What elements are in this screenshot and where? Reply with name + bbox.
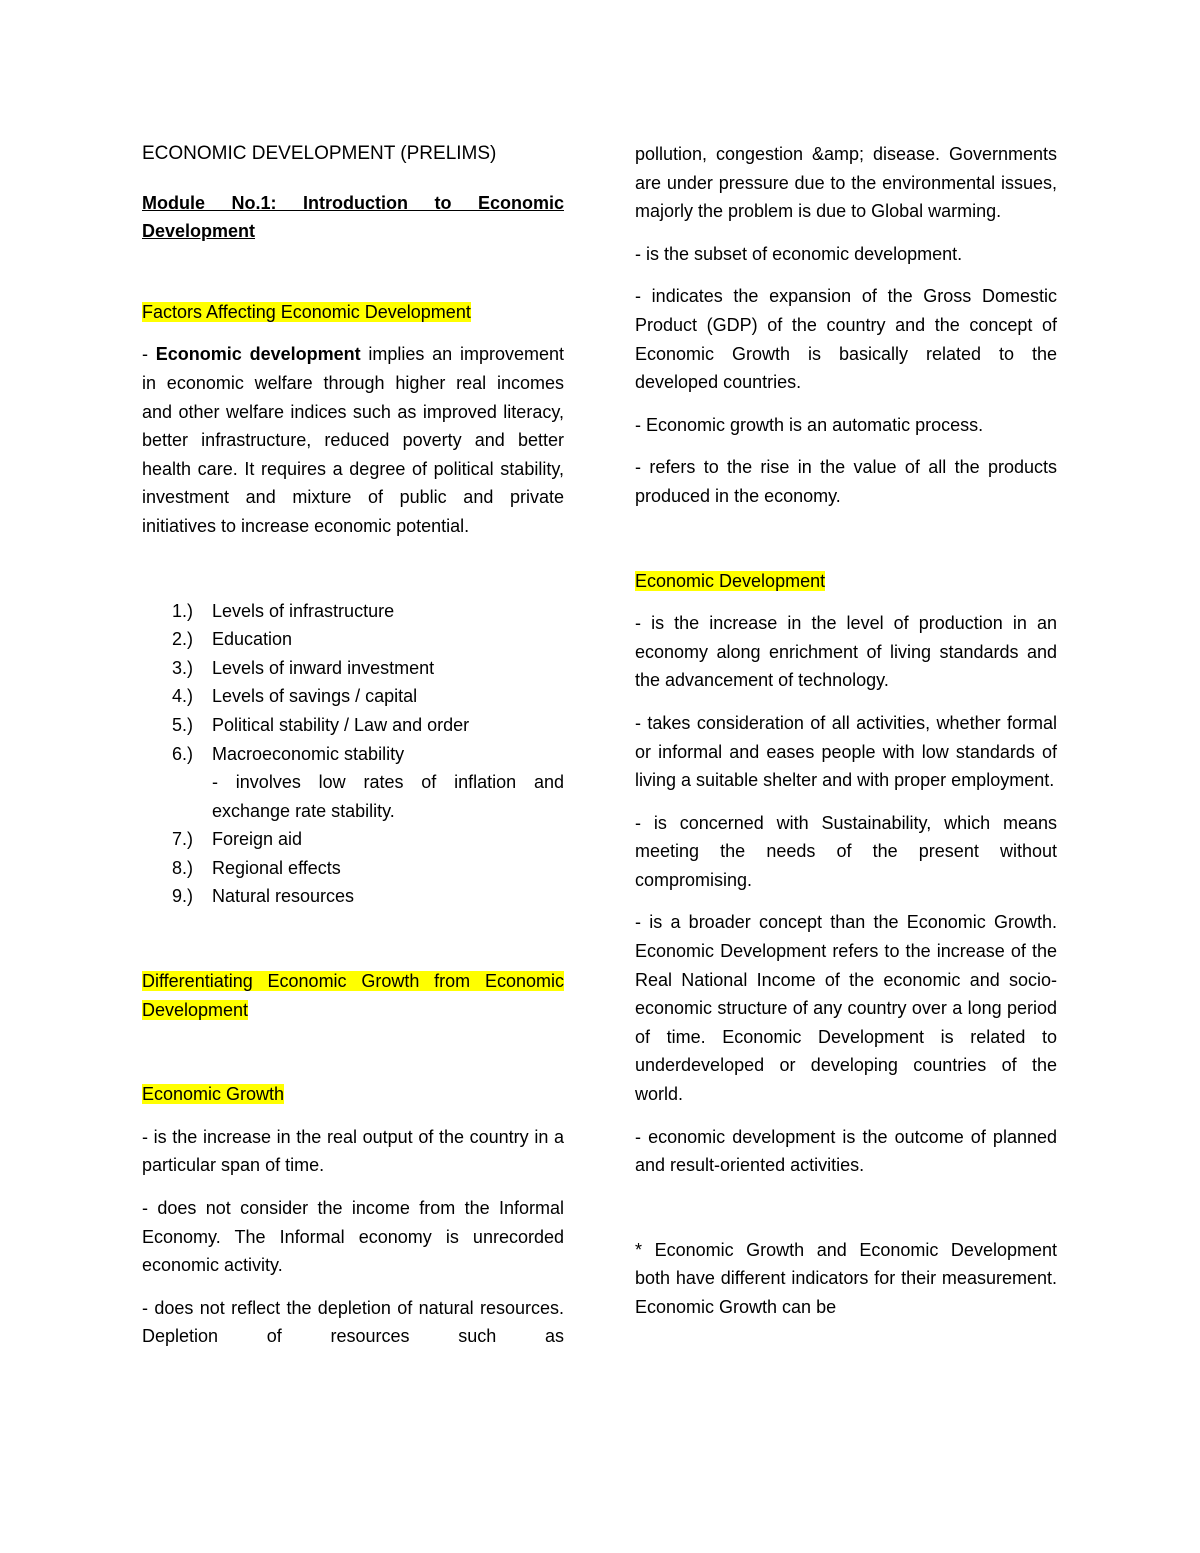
differentiating-heading — [142, 967, 564, 1024]
growth-point: - does not consider the income from the Informal Economy. The Informal economy is unrecorded economic activity. — [142, 1198, 564, 1276]
list-item — [172, 882, 564, 911]
development-point: - is the increase in the level of production in an economy along enrichment of living standards and the advancement of technology. — [635, 613, 1057, 691]
list-number: 9.) — [172, 886, 194, 907]
growth-heading-highlight: Economic Growth — [142, 1084, 285, 1105]
intro-text: implies an improvement in economic welfare through higher real incomes and other welfare indices such as improved literacy, better infrastructure, reduced poverty and better health care. It requires a degree of political stability, investment and mixture of public and private initiatives to increase economic potential. — [142, 344, 565, 536]
spacer — [635, 1194, 1057, 1236]
list-number: 1.) — [172, 600, 194, 621]
list-item — [172, 597, 564, 626]
growth-point: - refers to the rise in the value of all the products produced in the economy. — [635, 457, 1057, 506]
factors-heading-highlight: Factors Affecting Economic Development — [142, 301, 471, 322]
intro-bold-term: Economic development — [155, 344, 361, 365]
factors-heading — [142, 298, 564, 327]
growth-point-continued: pollution, congestion &amp; disease. Governments are under pressure due to the environmental issues, majorly the problem is due to Global warming. — [635, 144, 1057, 222]
left-column — [142, 140, 564, 1365]
list-number: 2.) — [172, 629, 194, 650]
note-paragraph: * Economic Growth and Economic Development both have different indicators for their measurement. Economic Growth can be — [635, 1239, 1057, 1317]
development-point: - is a broader concept than the Economic Growth. Economic Development refers to the increase of the Real National Income of the economic and socio-economic structure of any country over a long period of time. Economic Development is related to underdeveloped or developing countries of the world. — [635, 912, 1057, 1105]
list-text: Regional effects — [212, 857, 341, 878]
growth-point: - is the increase in the real output of the country in a particular span of time. — [142, 1126, 564, 1176]
factors-list-continued — [142, 825, 564, 911]
factors-intro — [142, 340, 564, 540]
growth-point-split: - does not reflect the depletion of natural resources. Depletion of resources such as — [142, 1297, 564, 1347]
list-text: Natural resources — [212, 886, 355, 907]
spacer — [142, 1038, 564, 1080]
list-text: Macroeconomic stability — [212, 743, 405, 764]
list-text: Levels of infrastructure — [212, 600, 395, 621]
list-number: 8.) — [172, 857, 194, 878]
list-item — [172, 740, 564, 769]
growth-point: - is the subset of economic development. — [635, 243, 963, 264]
differentiating-heading-highlight: Differentiating Economic Growth from Economic Development — [142, 971, 564, 1020]
list-item — [172, 711, 564, 740]
spacer — [635, 525, 1057, 567]
spacer — [142, 555, 564, 597]
list-number: 3.) — [172, 657, 194, 678]
spacer — [142, 911, 564, 967]
growth-heading — [142, 1080, 564, 1109]
list-item — [172, 682, 564, 711]
list-number: 4.) — [172, 686, 194, 707]
factors-list — [142, 597, 564, 769]
list-text: Levels of savings / capital — [212, 686, 418, 707]
list-item — [172, 854, 564, 883]
growth-point: - Economic growth is an automatic process. — [635, 414, 984, 435]
document-title: ECONOMIC DEVELOPMENT (PRELIMS) — [142, 143, 497, 164]
development-point: - economic development is the outcome of planned and result-oriented activities. — [635, 1126, 1057, 1176]
list-number: 7.) — [172, 829, 194, 850]
list-text: Levels of inward investment — [212, 657, 435, 678]
right-column — [635, 140, 1057, 1336]
development-point: - takes consideration of all activities, whether formal or informal and eases people with low standards of living a suitable shelter and with proper employment. — [635, 712, 1057, 791]
list-text: Education — [212, 629, 293, 650]
list-text: Political stability / Law and order — [212, 714, 470, 735]
development-heading — [635, 567, 1057, 596]
list-subitem: - involves low rates of inflation and exchange rate stability. — [212, 772, 564, 821]
list-number: 5.) — [172, 714, 194, 735]
list-text: Foreign aid — [212, 829, 303, 850]
list-item — [172, 654, 564, 683]
intro-prefix: - — [142, 344, 156, 365]
list-number: 6.) — [172, 743, 194, 764]
growth-point: - indicates the expansion of the Gross Domestic Product (GDP) of the country and the concept of Economic Growth is basically related to the developed countries. — [635, 286, 1057, 393]
module-heading: Module No.1: Introduction to Economic Development — [142, 192, 564, 242]
development-heading-highlight: Economic Development — [635, 570, 826, 591]
development-point: - is concerned with Sustainability, which means meeting the needs of the present without compromising. — [635, 812, 1057, 890]
list-item — [172, 625, 564, 654]
list-item — [172, 825, 564, 854]
